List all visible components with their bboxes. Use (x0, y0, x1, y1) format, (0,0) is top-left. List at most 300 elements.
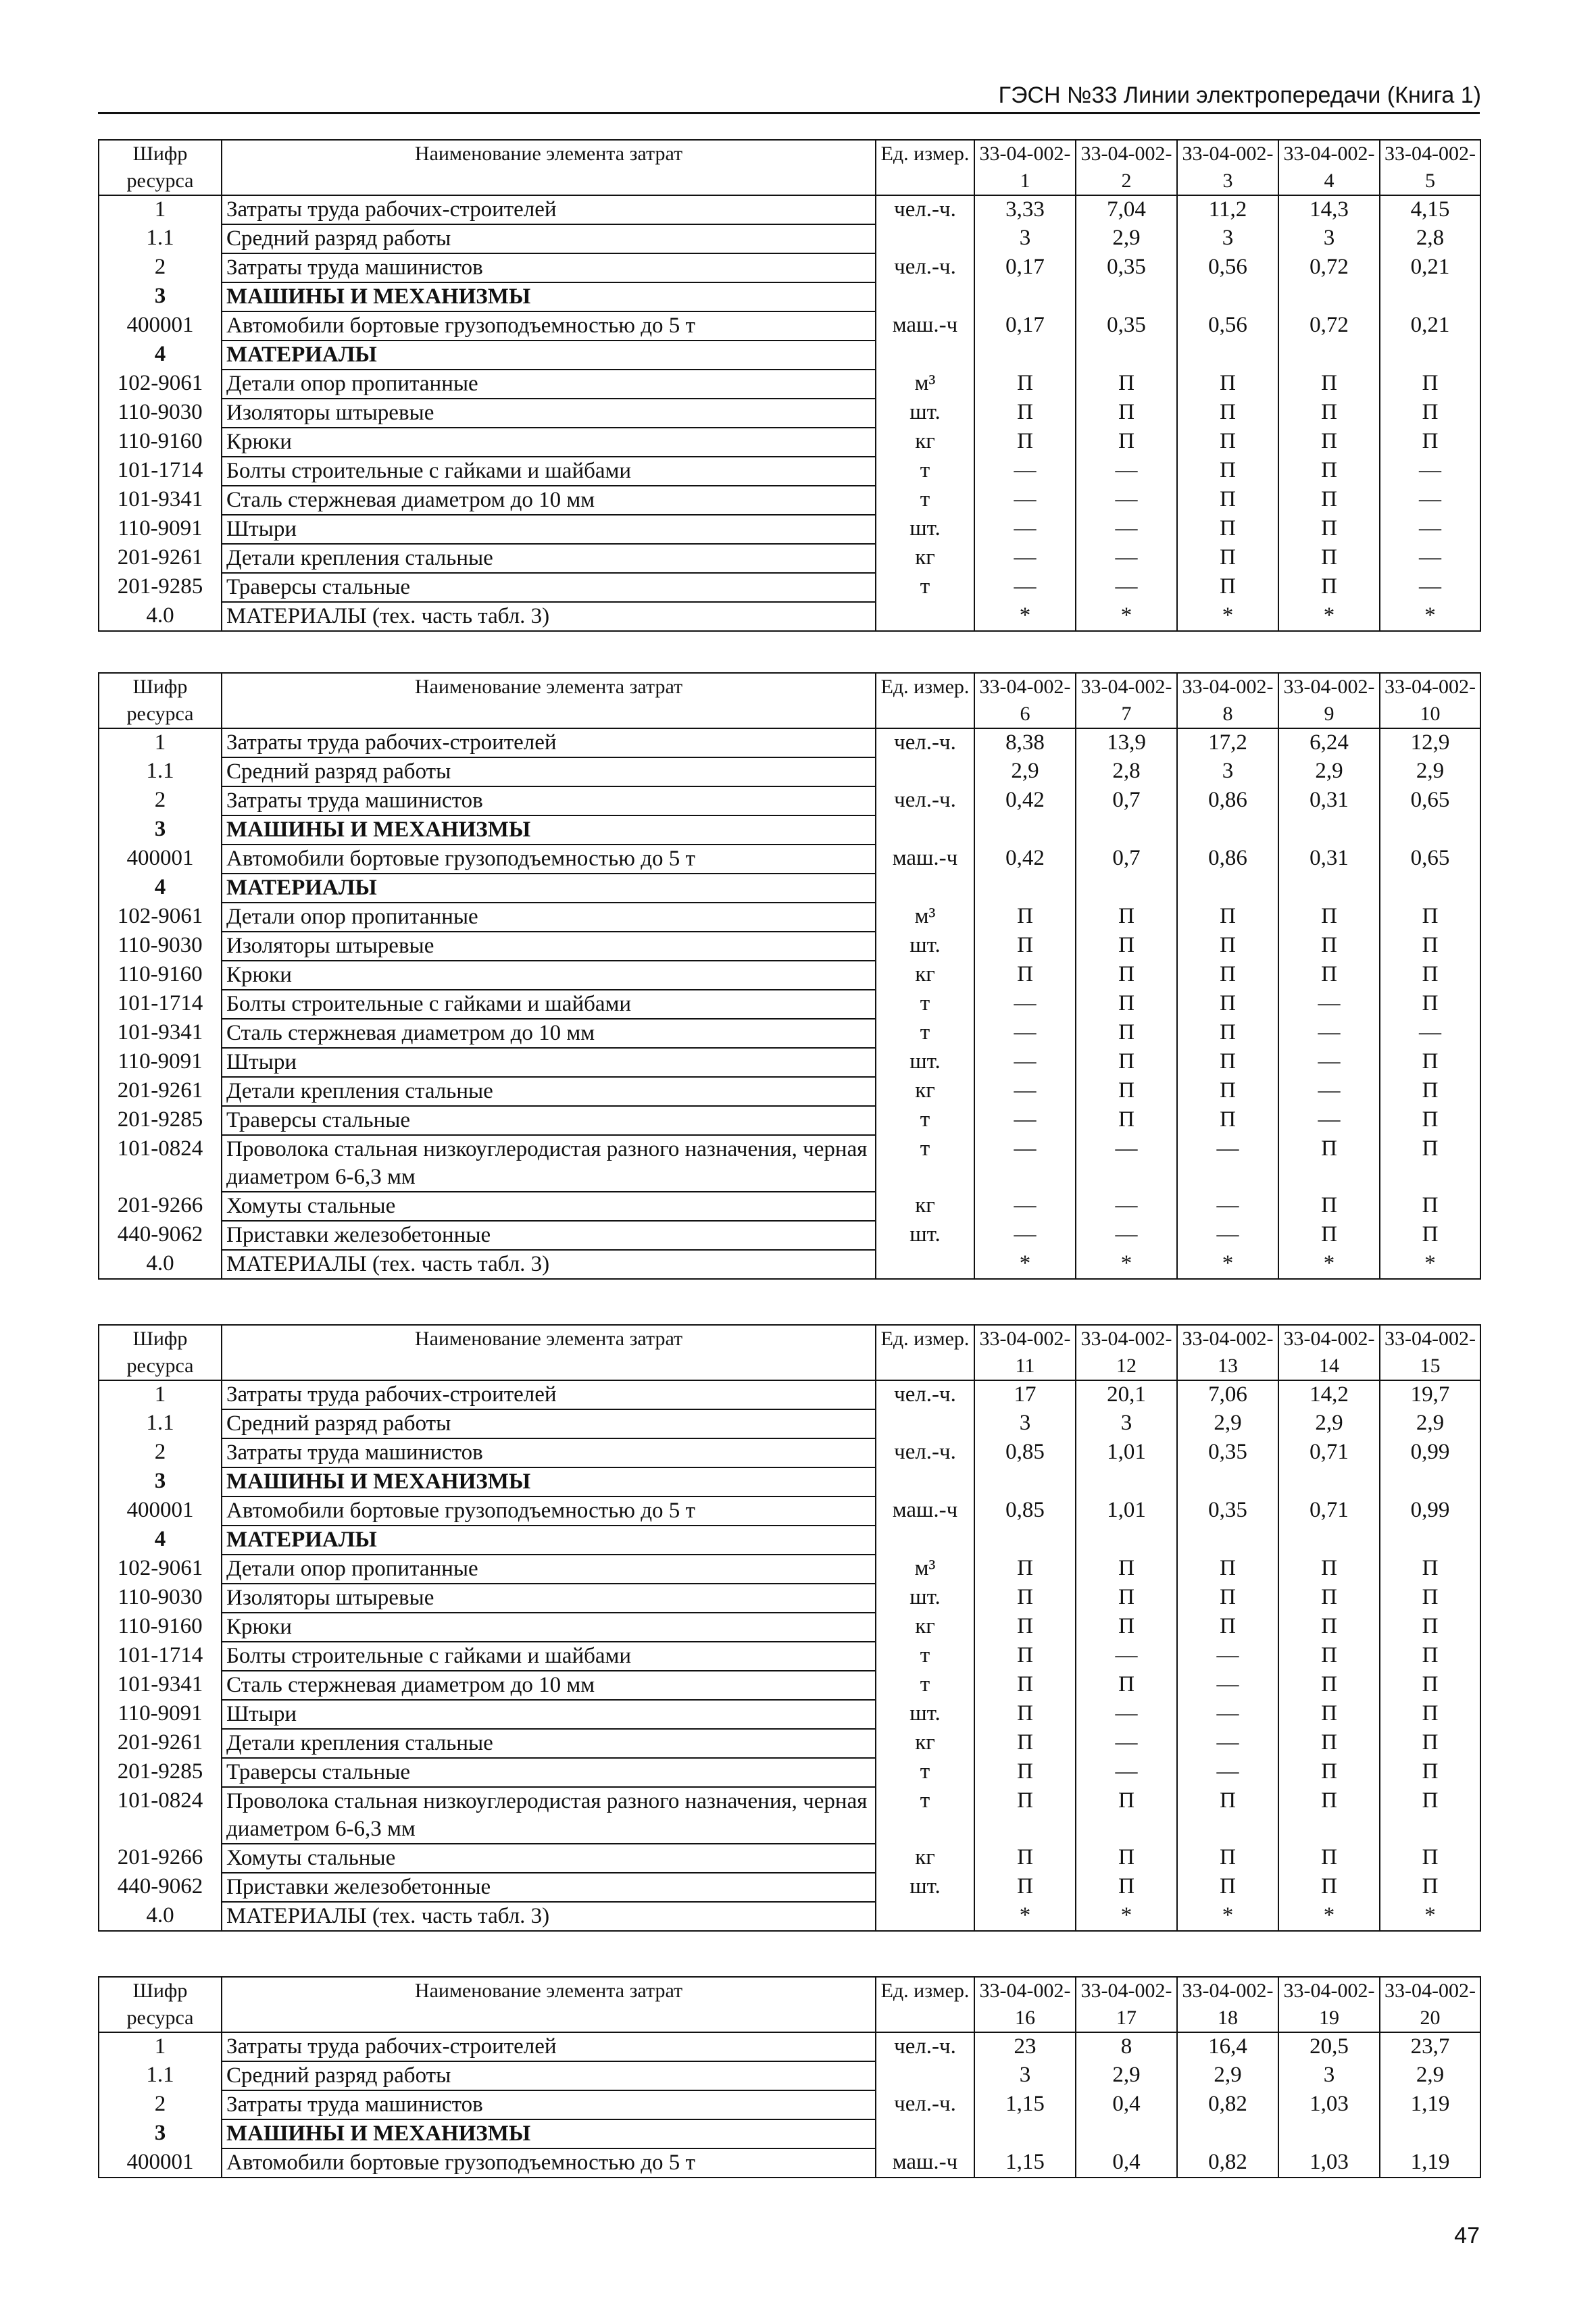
value-cell: 2,9 (1076, 224, 1177, 253)
value-cell (1076, 282, 1177, 311)
value-cell: П (1177, 932, 1278, 961)
value-cell: — (1278, 990, 1380, 1019)
resource-code-cell: 1.1 (99, 2061, 222, 2090)
unit-cell: шт. (876, 932, 974, 961)
value-cell: 0,56 (1177, 311, 1278, 341)
value-cell: П (1380, 1642, 1480, 1671)
unit-cell (876, 1409, 974, 1438)
value-cell: П (1278, 1642, 1380, 1671)
cost-element-name-cell: Хомуты стальные (222, 1192, 876, 1221)
value-cell: 2,9 (1177, 2061, 1278, 2090)
value-cell (1177, 1467, 1278, 1496)
value-cell: — (974, 486, 1076, 515)
value-cell (1278, 1526, 1380, 1555)
resource-code-cell: 1.1 (99, 1409, 222, 1438)
value-cell: — (974, 544, 1076, 573)
value-cell: П (1177, 1048, 1278, 1077)
value-cell: П (1278, 428, 1380, 457)
value-cell: — (1076, 1135, 1177, 1192)
unit-cell: шт. (876, 1700, 974, 1729)
value-cell: 3 (1278, 224, 1380, 253)
cost-element-name-cell: Хомуты стальные (222, 1844, 876, 1873)
cost-element-name-cell: Крюки (222, 961, 876, 990)
cost-element-name-cell: Штыри (222, 515, 876, 544)
column-header-norm-code: 33-04-002-15 (1380, 1325, 1480, 1380)
cost-element-name-cell: Штыри (222, 1700, 876, 1729)
resource-code-cell: 110-9160 (99, 428, 222, 457)
resource-code-cell: 102-9061 (99, 1555, 222, 1584)
table-row (99, 253, 1480, 282)
value-cell (1076, 1526, 1177, 1555)
table-row (99, 1106, 1480, 1135)
value-cell: П (1177, 457, 1278, 486)
value-cell: 1,03 (1278, 2090, 1380, 2119)
page-number: 47 (1454, 2223, 1480, 2248)
value-cell: — (1380, 515, 1480, 544)
value-cell: П (1278, 515, 1380, 544)
value-cell: 11,2 (1177, 195, 1278, 224)
resource-code-cell: 101-1714 (99, 457, 222, 486)
value-cell: 0,35 (1076, 253, 1177, 282)
value-cell: 16,4 (1177, 2032, 1278, 2061)
column-header-norm-code: 33-04-002-3 (1177, 140, 1278, 195)
resource-code-cell: 3 (99, 2119, 222, 2148)
value-cell: 8,38 (974, 728, 1076, 757)
value-cell: — (1177, 1135, 1278, 1192)
cost-element-name-cell: Средний разряд работы (222, 1409, 876, 1438)
value-cell (1177, 815, 1278, 845)
resource-code-cell: 400001 (99, 2148, 222, 2178)
cost-element-name-cell: Траверсы стальные (222, 1106, 876, 1135)
value-cell: П (1278, 544, 1380, 573)
table-row (99, 1192, 1480, 1221)
table-row (99, 1700, 1480, 1729)
value-cell: — (1076, 515, 1177, 544)
value-cell: П (1177, 1873, 1278, 1902)
value-cell: 3 (1278, 2061, 1380, 2090)
table-row (99, 1671, 1480, 1700)
column-header-code: Шифр ресурса (99, 673, 222, 728)
value-cell: 20,5 (1278, 2032, 1380, 2061)
value-cell: П (974, 1700, 1076, 1729)
value-cell: 7,06 (1177, 1380, 1278, 1409)
value-cell: П (1380, 428, 1480, 457)
value-cell: П (974, 1642, 1076, 1671)
table-row (99, 1844, 1480, 1873)
value-cell: 0,99 (1380, 1496, 1480, 1526)
column-header-name: Наименование элемента затрат (222, 673, 876, 728)
table-header-row (99, 673, 1480, 728)
value-cell: 1,15 (974, 2148, 1076, 2178)
resource-code-cell: 110-9160 (99, 1613, 222, 1642)
unit-cell: м³ (876, 903, 974, 932)
column-header-unit: Ед. измер. (876, 140, 974, 195)
unit-cell (876, 2061, 974, 2090)
cost-element-name-cell: Средний разряд работы (222, 757, 876, 786)
cost-element-name-cell: Детали опор пропитанные (222, 370, 876, 399)
unit-cell: чел.-ч. (876, 195, 974, 224)
cost-element-name-cell: МАТЕРИАЛЫ (222, 874, 876, 903)
cost-element-name-cell: МАТЕРИАЛЫ (тех. часть табл. 3) (222, 1250, 876, 1279)
value-cell: П (1380, 1844, 1480, 1873)
cost-element-name-cell: Затраты труда машинистов (222, 1438, 876, 1467)
cost-element-name-cell: Затраты труда машинистов (222, 786, 876, 815)
table-row (99, 1380, 1480, 1409)
value-cell: П (1278, 1873, 1380, 1902)
value-cell: П (1177, 961, 1278, 990)
value-cell: 0,56 (1177, 253, 1278, 282)
page-header-title: ГЭСН №33 Линии электропередачи (Книга 1) (998, 82, 1481, 108)
value-cell: П (1278, 961, 1380, 990)
value-cell: П (1380, 1787, 1480, 1844)
value-cell: П (1177, 1787, 1278, 1844)
cost-element-name-cell: Проволока стальная низкоуглеродистая разного назначения, черная диаметром 6-6,3 мм (222, 1135, 876, 1192)
value-cell: — (1076, 1192, 1177, 1221)
value-cell: — (1177, 1700, 1278, 1729)
value-cell: П (1278, 1787, 1380, 1844)
unit-cell (876, 2119, 974, 2148)
resource-code-cell: 400001 (99, 1496, 222, 1526)
value-cell: П (1278, 573, 1380, 602)
table-row (99, 1729, 1480, 1758)
value-cell (1278, 815, 1380, 845)
cost-element-name-cell: Траверсы стальные (222, 1758, 876, 1787)
value-cell: — (974, 457, 1076, 486)
column-header-norm-code: 33-04-002-17 (1076, 1977, 1177, 2032)
value-cell: П (1076, 370, 1177, 399)
unit-cell: чел.-ч. (876, 2090, 974, 2119)
value-cell: П (1380, 1077, 1480, 1106)
cost-element-name-cell: Автомобили бортовые грузоподъемностью до 5 т (222, 845, 876, 874)
table-row (99, 399, 1480, 428)
cost-element-name-cell: Приставки железобетонные (222, 1873, 876, 1902)
column-header-norm-code: 33-04-002-19 (1278, 1977, 1380, 2032)
resource-code-cell: 201-9266 (99, 1192, 222, 1221)
value-cell: — (1076, 1758, 1177, 1787)
unit-cell: кг (876, 961, 974, 990)
value-cell: 13,9 (1076, 728, 1177, 757)
unit-cell: т (876, 1758, 974, 1787)
value-cell: П (1380, 1135, 1480, 1192)
value-cell (1076, 815, 1177, 845)
value-cell: — (1076, 457, 1177, 486)
value-cell: * (1380, 602, 1480, 631)
unit-cell (876, 224, 974, 253)
resource-code-cell: 2 (99, 2090, 222, 2119)
value-cell: П (974, 961, 1076, 990)
value-cell: П (1177, 486, 1278, 515)
value-cell: П (1076, 1019, 1177, 1048)
value-cell: — (1278, 1048, 1380, 1077)
table-row (99, 1019, 1480, 1048)
unit-cell: т (876, 486, 974, 515)
value-cell: — (1278, 1106, 1380, 1135)
value-cell (1278, 2119, 1380, 2148)
value-cell (1278, 874, 1380, 903)
value-cell: 0,42 (974, 845, 1076, 874)
cost-element-name-cell: Изоляторы штыревые (222, 399, 876, 428)
unit-cell: т (876, 1106, 974, 1135)
value-cell: П (1380, 903, 1480, 932)
value-cell: П (1278, 399, 1380, 428)
value-cell: — (974, 1077, 1076, 1106)
table-row (99, 874, 1480, 903)
value-cell: 0,4 (1076, 2090, 1177, 2119)
value-cell: П (1177, 399, 1278, 428)
value-cell: П (1076, 1555, 1177, 1584)
unit-cell: т (876, 457, 974, 486)
table-row (99, 1438, 1480, 1467)
resource-code-cell: 2 (99, 253, 222, 282)
table-row (99, 2119, 1480, 2148)
value-cell: 1,01 (1076, 1438, 1177, 1467)
value-cell (1380, 282, 1480, 311)
value-cell: 3 (974, 2061, 1076, 2090)
value-cell: * (1177, 602, 1278, 631)
value-cell: 0,31 (1278, 845, 1380, 874)
cost-element-name-cell: Штыри (222, 1048, 876, 1077)
cost-element-name-cell: Болты строительные с гайками и шайбами (222, 990, 876, 1019)
cost-element-name-cell: Приставки железобетонные (222, 1221, 876, 1250)
resource-code-cell: 101-9341 (99, 1019, 222, 1048)
table-row (99, 903, 1480, 932)
table-row (99, 1642, 1480, 1671)
resource-code-cell: 440-9062 (99, 1221, 222, 1250)
value-cell: П (1177, 1844, 1278, 1873)
value-cell: 17,2 (1177, 728, 1278, 757)
unit-cell (876, 874, 974, 903)
value-cell: 0,82 (1177, 2148, 1278, 2178)
value-cell: * (1278, 1902, 1380, 1931)
value-cell: 23 (974, 2032, 1076, 2061)
resource-code-cell: 101-1714 (99, 1642, 222, 1671)
unit-cell: чел.-ч. (876, 2032, 974, 2061)
table-row (99, 1221, 1480, 1250)
value-cell: П (1177, 370, 1278, 399)
value-cell: * (974, 1250, 1076, 1279)
column-header-norm-code: 33-04-002-6 (974, 673, 1076, 728)
value-cell (1380, 2119, 1480, 2148)
value-cell: 3 (1076, 1409, 1177, 1438)
resource-code-cell: 4 (99, 874, 222, 903)
value-cell: П (1278, 1613, 1380, 1642)
cost-element-name-cell: Крюки (222, 1613, 876, 1642)
value-cell: П (1177, 903, 1278, 932)
table-header-row (99, 140, 1480, 195)
column-header-norm-code: 33-04-002-7 (1076, 673, 1177, 728)
table-row (99, 370, 1480, 399)
value-cell: 0,72 (1278, 253, 1380, 282)
value-cell: П (1380, 1192, 1480, 1221)
value-cell: П (1380, 370, 1480, 399)
cost-element-name-cell: Затраты труда рабочих-строителей (222, 2032, 876, 2061)
value-cell: П (974, 1729, 1076, 1758)
value-cell: П (1177, 1584, 1278, 1613)
resource-code-cell: 110-9091 (99, 1700, 222, 1729)
value-cell: П (974, 903, 1076, 932)
value-cell: П (1076, 1584, 1177, 1613)
unit-cell: т (876, 990, 974, 1019)
value-cell: П (1076, 1787, 1177, 1844)
resource-code-cell: 201-9261 (99, 1077, 222, 1106)
column-header-norm-code: 33-04-002-9 (1278, 673, 1380, 728)
resource-code-cell: 4.0 (99, 1902, 222, 1931)
value-cell: 3,33 (974, 195, 1076, 224)
column-header-code: Шифр ресурса (99, 1977, 222, 2032)
table-row (99, 1077, 1480, 1106)
cost-element-name-cell: МАШИНЫ И МЕХАНИЗМЫ (222, 282, 876, 311)
table-row (99, 282, 1480, 311)
unit-cell (876, 1902, 974, 1931)
value-cell: П (1177, 1555, 1278, 1584)
unit-cell: т (876, 1135, 974, 1192)
value-cell: П (1278, 932, 1380, 961)
value-cell: — (1177, 1758, 1278, 1787)
resource-code-cell: 1 (99, 2032, 222, 2061)
value-cell: П (1076, 399, 1177, 428)
column-header-norm-code: 33-04-002-10 (1380, 673, 1480, 728)
unit-cell: маш.-ч (876, 2148, 974, 2178)
unit-cell: маш.-ч (876, 311, 974, 341)
value-cell: — (974, 573, 1076, 602)
resource-code-cell: 101-9341 (99, 486, 222, 515)
value-cell: П (1278, 370, 1380, 399)
resource-code-cell: 2 (99, 1438, 222, 1467)
resource-code-cell: 110-9091 (99, 1048, 222, 1077)
value-cell: 2,8 (1380, 224, 1480, 253)
value-cell: — (974, 1048, 1076, 1077)
resource-table-3 (98, 1324, 1481, 1932)
table-row (99, 961, 1480, 990)
value-cell: — (1076, 544, 1177, 573)
cost-element-name-cell: Затраты труда рабочих-строителей (222, 195, 876, 224)
value-cell: П (1177, 990, 1278, 1019)
value-cell: 0,71 (1278, 1496, 1380, 1526)
resource-code-cell: 110-9030 (99, 1584, 222, 1613)
value-cell: 2,9 (1076, 2061, 1177, 2090)
table-row (99, 515, 1480, 544)
value-cell: — (974, 515, 1076, 544)
value-cell (1380, 815, 1480, 845)
value-cell: П (1278, 1729, 1380, 1758)
value-cell: 0,4 (1076, 2148, 1177, 2178)
cost-element-name-cell: Сталь стержневая диаметром до 10 мм (222, 1671, 876, 1700)
value-cell (974, 282, 1076, 311)
value-cell: 3 (1177, 757, 1278, 786)
column-header-unit: Ед. измер. (876, 1325, 974, 1380)
column-header-norm-code: 33-04-002-13 (1177, 1325, 1278, 1380)
unit-cell: шт. (876, 399, 974, 428)
value-cell: 2,9 (1380, 2061, 1480, 2090)
value-cell: — (974, 1221, 1076, 1250)
column-header-norm-code: 33-04-002-20 (1380, 1977, 1480, 2032)
unit-cell: маш.-ч (876, 845, 974, 874)
table-row (99, 602, 1480, 631)
table-row (99, 1584, 1480, 1613)
value-cell: П (1076, 903, 1177, 932)
cost-element-name-cell: МАТЕРИАЛЫ (222, 341, 876, 370)
value-cell: П (1278, 1844, 1380, 1873)
unit-cell: кг (876, 544, 974, 573)
value-cell: П (1278, 457, 1380, 486)
resource-code-cell: 110-9030 (99, 399, 222, 428)
value-cell: — (1177, 1642, 1278, 1671)
value-cell: 0,31 (1278, 786, 1380, 815)
resource-code-cell: 3 (99, 1467, 222, 1496)
resource-code-cell: 101-9341 (99, 1671, 222, 1700)
value-cell: — (974, 1019, 1076, 1048)
cost-element-name-cell: Затраты труда машинистов (222, 2090, 876, 2119)
table-row (99, 1409, 1480, 1438)
value-cell: П (974, 1758, 1076, 1787)
unit-cell (876, 757, 974, 786)
value-cell: П (1278, 1135, 1380, 1192)
resource-code-cell: 3 (99, 282, 222, 311)
cost-element-name-cell: МАШИНЫ И МЕХАНИЗМЫ (222, 1467, 876, 1496)
unit-cell: т (876, 1642, 974, 1671)
value-cell: — (1380, 457, 1480, 486)
table-row (99, 1555, 1480, 1584)
value-cell: П (974, 428, 1076, 457)
unit-cell: шт. (876, 1873, 974, 1902)
value-cell: П (974, 399, 1076, 428)
value-cell: П (1076, 428, 1177, 457)
value-cell: 0,35 (1177, 1438, 1278, 1467)
unit-cell (876, 282, 974, 311)
cost-element-name-cell: Детали крепления стальные (222, 544, 876, 573)
value-cell (1177, 341, 1278, 370)
header-rule (98, 112, 1480, 114)
value-cell (974, 874, 1076, 903)
table-row (99, 311, 1480, 341)
resource-code-cell: 201-9261 (99, 544, 222, 573)
value-cell: П (1380, 1555, 1480, 1584)
column-header-norm-code: 33-04-002-5 (1380, 140, 1480, 195)
unit-cell: маш.-ч (876, 1496, 974, 1526)
value-cell: П (1380, 990, 1480, 1019)
resource-code-cell: 1 (99, 728, 222, 757)
value-cell: 0,21 (1380, 311, 1480, 341)
cost-element-name-cell: Изоляторы штыревые (222, 932, 876, 961)
value-cell: 8 (1076, 2032, 1177, 2061)
resource-code-cell: 3 (99, 815, 222, 845)
value-cell: П (1177, 428, 1278, 457)
value-cell: — (974, 1192, 1076, 1221)
value-cell: П (1177, 1106, 1278, 1135)
value-cell: П (1380, 1873, 1480, 1902)
value-cell: П (1076, 1844, 1177, 1873)
unit-cell (876, 815, 974, 845)
value-cell: 0,17 (974, 253, 1076, 282)
resource-table-1 (98, 139, 1481, 632)
value-cell: 14,2 (1278, 1380, 1380, 1409)
table-header-row (99, 1325, 1480, 1380)
resource-code-cell: 1.1 (99, 757, 222, 786)
unit-cell: чел.-ч. (876, 1438, 974, 1467)
value-cell: — (1076, 486, 1177, 515)
value-cell: П (1380, 1700, 1480, 1729)
table-header-row (99, 1977, 1480, 2032)
value-cell (1076, 341, 1177, 370)
cost-element-name-cell: Средний разряд работы (222, 2061, 876, 2090)
value-cell: П (1076, 961, 1177, 990)
value-cell (1076, 1467, 1177, 1496)
cost-element-name-cell: МАШИНЫ И МЕХАНИЗМЫ (222, 815, 876, 845)
cost-element-name-cell: Детали крепления стальные (222, 1077, 876, 1106)
value-cell: П (1076, 1048, 1177, 1077)
value-cell: — (1076, 1729, 1177, 1758)
value-cell: 0,72 (1278, 311, 1380, 341)
